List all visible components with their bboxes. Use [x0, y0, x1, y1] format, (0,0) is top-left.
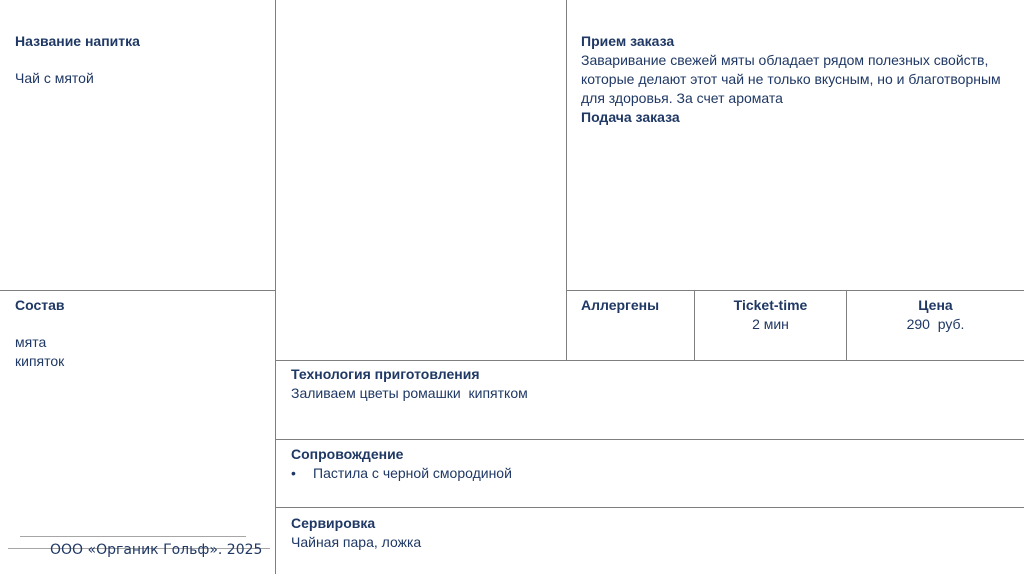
divider-technology-top — [275, 360, 1024, 361]
divider-right-block — [566, 0, 567, 360]
technology-section — [291, 365, 1011, 403]
table-setting-section — [291, 514, 1011, 552]
footer-line-upper — [20, 536, 246, 537]
divider-setting-top — [275, 507, 1024, 508]
accompaniment-section — [291, 445, 1011, 483]
table-setting-text: Чайная пара, ложка — [291, 534, 422, 550]
ticket-time-title: Ticket-time — [733, 297, 808, 313]
composition-section — [15, 296, 265, 371]
divider-left-mid — [0, 290, 275, 291]
serving-title: Подача заказа — [581, 109, 680, 125]
allergens-section — [581, 296, 691, 315]
divider-accompaniment-top — [275, 439, 1024, 440]
bullet-icon: • — [291, 465, 296, 481]
drink-name-value: Чай с мятой — [15, 70, 94, 86]
divider-left-column — [275, 0, 276, 574]
price-title: Цена — [918, 297, 953, 313]
ticket-time-section — [695, 296, 846, 334]
accompaniment-title: Сопровождение — [291, 446, 404, 462]
price-section — [847, 296, 1024, 334]
price-value: 290 руб. — [906, 316, 965, 332]
drink-name-section — [15, 32, 265, 88]
composition-title: Состав — [15, 297, 65, 313]
order-title: Прием заказа — [581, 33, 675, 49]
composition-item: мята — [15, 334, 47, 350]
order-text: Заваривание свежей мяты обладает рядом полезных свойств, которые делают этот чай не только вкусным, но и благотворным для здоровья. За счет аромата — [581, 52, 1001, 106]
list-item — [291, 464, 1011, 483]
allergens-title: Аллергены — [581, 297, 660, 313]
drink-name-title: Название напитка — [15, 33, 140, 49]
divider-right-mid — [566, 290, 1024, 291]
composition-item: кипяток — [15, 353, 65, 369]
technology-text: Заливаем цветы ромашки кипятком — [291, 385, 528, 401]
accompaniment-item: Пастила с черной смородиной — [313, 465, 512, 481]
ticket-time-value: 2 мин — [752, 316, 789, 332]
footer-company: ООО «Органик Гольф». 2025 — [50, 542, 263, 558]
technology-title: Технология приготовления — [291, 366, 480, 382]
table-setting-title: Сервировка — [291, 515, 376, 531]
order-section — [581, 32, 1011, 127]
